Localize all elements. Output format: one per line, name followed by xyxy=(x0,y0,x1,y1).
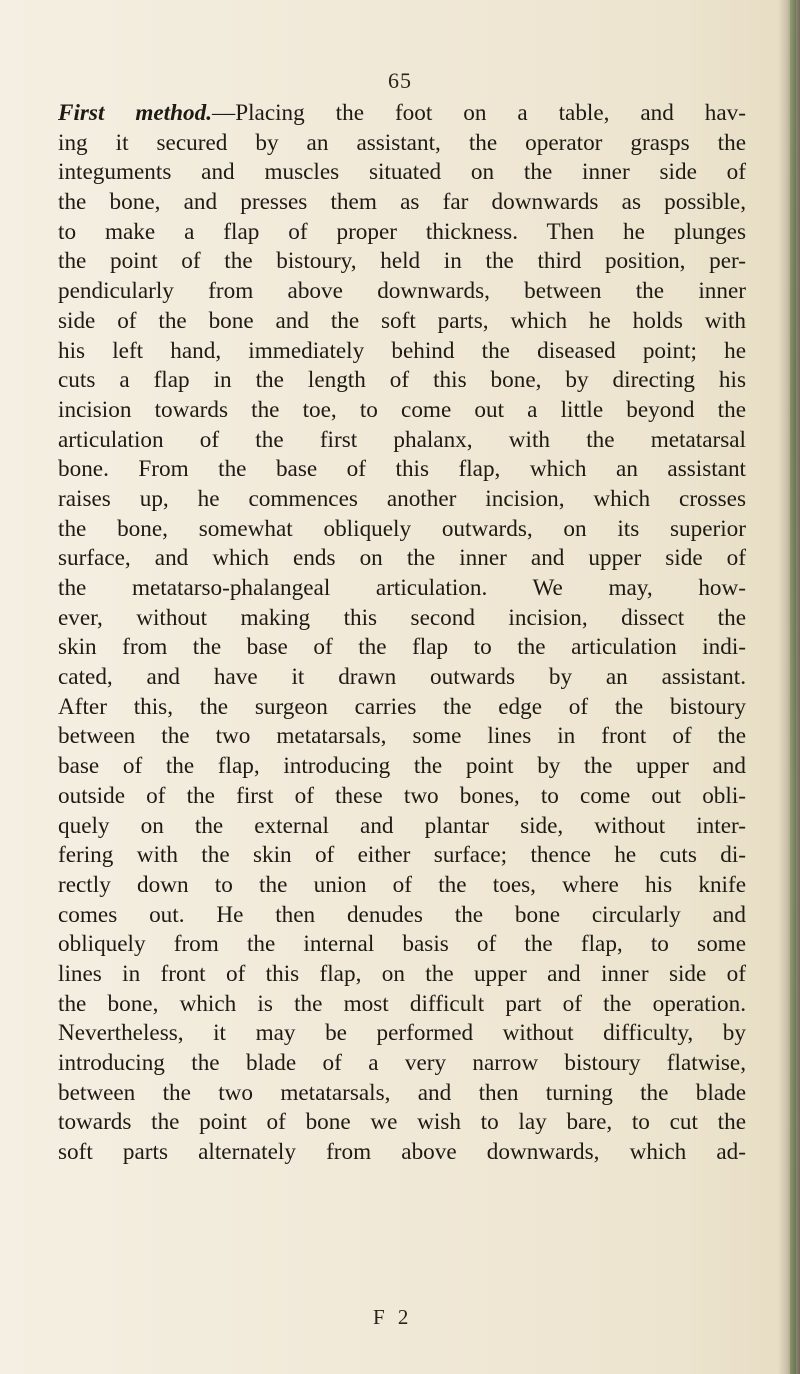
first-line-rest: —Placing the foot on a table, and hav- xyxy=(212,100,746,126)
body-text xyxy=(58,99,746,1168)
text-line: pendicularly from above downwards, between the inner xyxy=(58,278,746,305)
text-line: integuments and muscles situated on the inner side of xyxy=(58,159,746,186)
page-number: 65 xyxy=(388,68,412,93)
text-line xyxy=(58,99,746,129)
text-line: to make a flap of proper thickness. Then he plunges xyxy=(58,218,746,245)
text-line: cuts a flap in the length of this bone, by directing his xyxy=(58,367,746,394)
text-line: the point of the bistoury, held in the third position, per- xyxy=(58,248,746,275)
text-line: obliquely from the internal basis of the flap, to some xyxy=(58,931,746,958)
text-line: soft parts alternately from above downwards, which ad- xyxy=(58,1139,746,1166)
text-line: the metatarso-phalangeal articulation. We may, how- xyxy=(58,575,746,601)
text-line: quely on the external and plantar side, without inter- xyxy=(58,812,746,839)
text-line: rectly down to the union of the toes, where his knife xyxy=(58,871,746,898)
text-line: comes out. He then denudes the bone circularly and xyxy=(58,901,746,928)
text-line: side of the bone and the soft parts, which he holds with xyxy=(58,307,746,334)
text-line: ever, without making this second incision, dissect the xyxy=(58,604,746,631)
text-line: ing it secured by an assistant, the operator grasps the xyxy=(58,129,746,156)
lead-phrase: First method. xyxy=(58,100,212,126)
text-line: outside of the first of these two bones, to come out obli- xyxy=(58,782,746,809)
text-line: raises up, he commences another incision, which crosses xyxy=(58,485,746,512)
text-line: fering with the skin of either surface; thence he cuts di- xyxy=(58,842,746,869)
signature-mark: F 2 xyxy=(373,1305,413,1329)
text-line: incision towards the toe, to come out a little beyond the xyxy=(58,396,746,423)
text-line: his left hand, immediately behind the diseased point; he xyxy=(58,337,746,364)
text-line: Nevertheless, it may be performed without difficulty, by xyxy=(58,1020,746,1047)
text-line: towards the point of bone we wish to lay bare, to cut the xyxy=(58,1109,746,1136)
text-line: the bone, and presses them as far downwards as possible, xyxy=(58,189,746,216)
text-line: the bone, which is the most difficult part of the operation. xyxy=(58,990,746,1017)
page-edge-shadow xyxy=(778,0,800,1374)
text-line: lines in front of this flap, on the upper and inner side of xyxy=(58,960,746,987)
text-line: introducing the blade of a very narrow bistoury flatwise, xyxy=(58,1050,746,1076)
text-line: After this, the surgeon carries the edge of the bistoury xyxy=(58,693,746,720)
text-line: the bone, somewhat obliquely outwards, on its superior xyxy=(58,515,746,542)
text-line: cated, and have it drawn outwards by an assistant. xyxy=(58,664,746,691)
text-line: base of the flap, introducing the point by the upper and xyxy=(58,753,746,780)
text-line: bone. From the base of this flap, which an assistant xyxy=(58,456,746,483)
text-line: between the two metatarsals, some lines in front of the xyxy=(58,723,746,750)
text-line: surface, and which ends on the inner and upper side of xyxy=(58,545,746,572)
text-line: skin from the base of the flap to the articulation indi- xyxy=(58,634,746,661)
text-line: between the two metatarsals, and then turning the blade xyxy=(58,1079,746,1106)
text-line: articulation of the first phalanx, with the metatarsal xyxy=(58,426,746,453)
